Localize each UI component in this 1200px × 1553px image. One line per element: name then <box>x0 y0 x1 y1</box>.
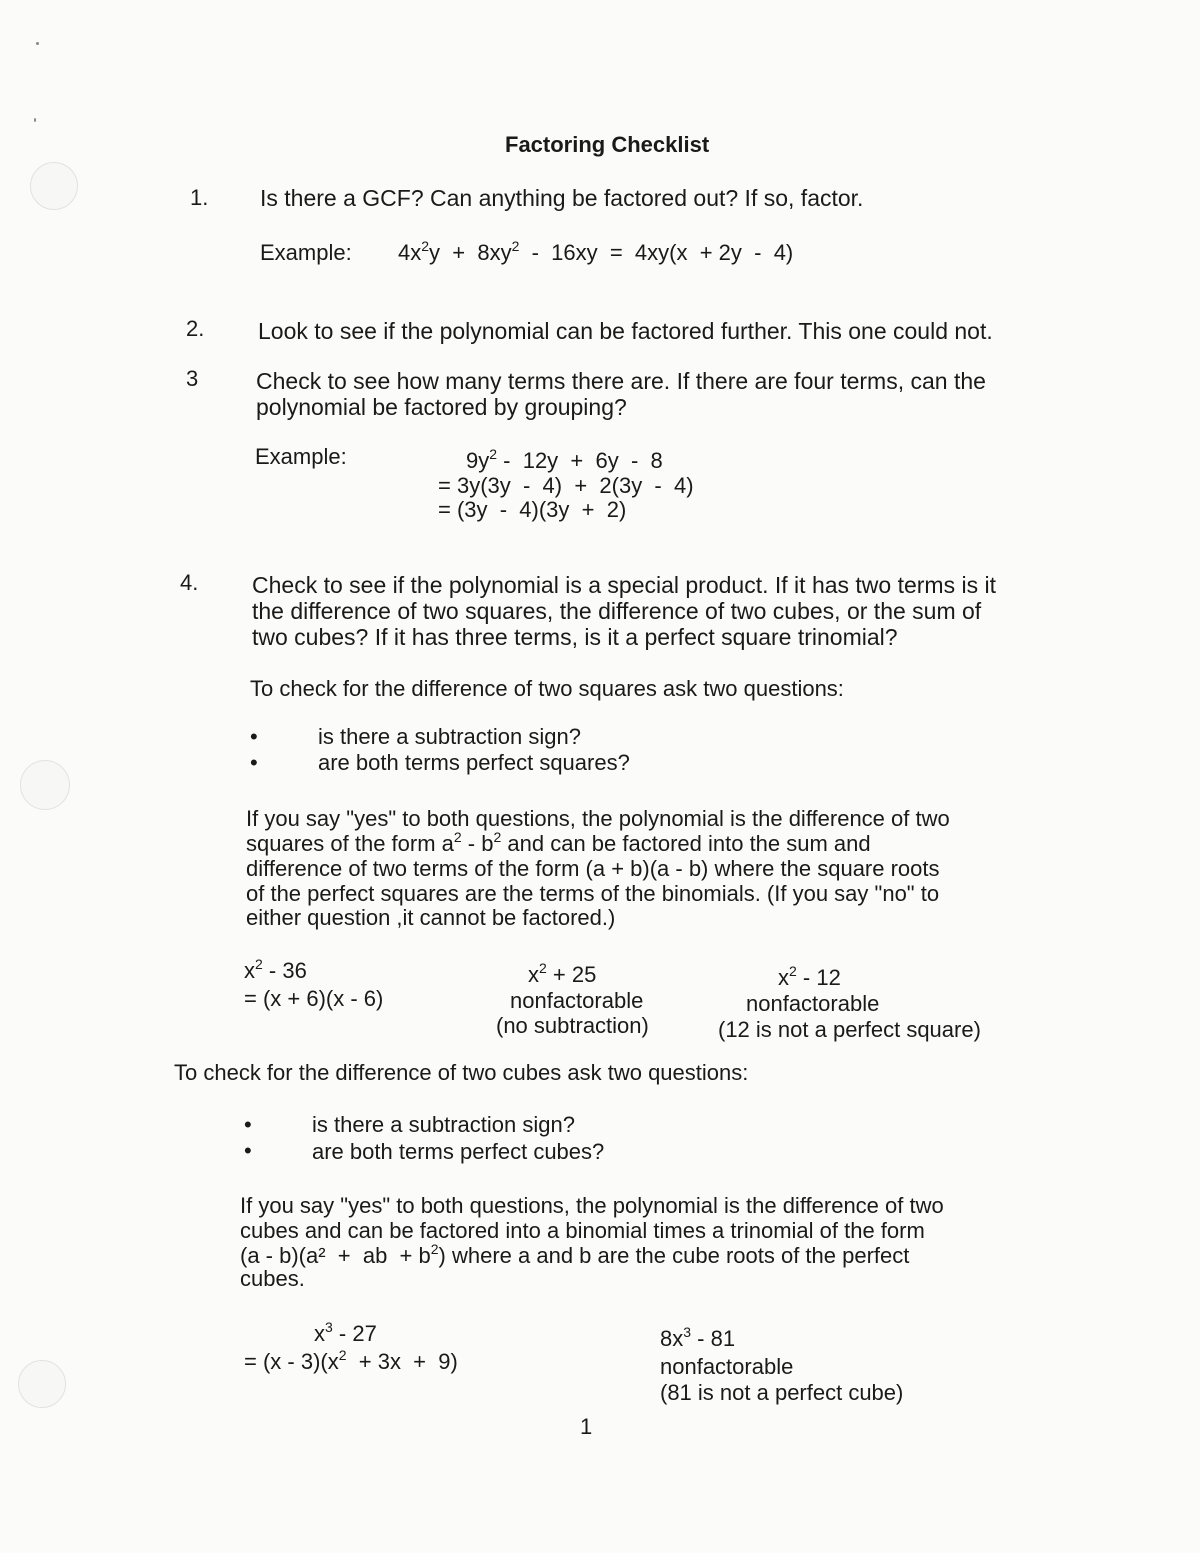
page-number: 1 <box>580 1414 593 1439</box>
binder-hole-top <box>30 162 78 210</box>
grouping-example-line: = (3y - 4)(3y + 2) <box>438 497 627 522</box>
gcf-example-equation: $4x^2y + 8xy^2 - 16xy = 4xy(x + 2y - 4)$ <box>398 238 794 265</box>
cubes-question: are both terms perfect cubes? <box>312 1139 605 1164</box>
squares-para-line: squares of the form $a^2 - b^2$ and can be factored into the sum and <box>246 829 871 856</box>
item-number: 3 <box>186 366 199 391</box>
squares-example-result: = (x + 6)(x - 6) <box>244 986 384 1011</box>
item-text-line: two cubes? If it has three terms, is it a perfect square trinomial? <box>252 624 898 650</box>
binder-hole-middle <box>20 760 70 810</box>
grouping-example-line: $9y^2 - 12y + 6y - 8$ <box>466 446 663 473</box>
cubes-para-line: cubes and can be factored into a binomial times a trinomial of the form <box>240 1218 925 1243</box>
cubes-para-line: cubes. <box>240 1266 305 1291</box>
cubes-example-result: nonfactorable <box>660 1354 794 1379</box>
bullet-icon: • <box>244 1112 252 1137</box>
binder-hole-bottom <box>18 1360 66 1408</box>
item-number: 1. <box>190 185 209 210</box>
item-text: Look to see if the polynomial can be factored further. This one could not. <box>258 318 993 344</box>
item-number: 2. <box>186 316 205 341</box>
squares-para-line: difference of two terms of the form (a + b)(a - b) where the square roots <box>246 856 940 881</box>
cubes-para-line: If you say "yes" to both questions, the polynomial is the difference of two <box>240 1193 944 1218</box>
squares-question: are both terms perfect squares? <box>318 750 630 775</box>
squares-example-problem: $x^2 - 36$ <box>244 956 307 983</box>
bullet-icon: • <box>250 750 258 775</box>
item-text-line: the difference of two squares, the difference of two cubes, or the sum of <box>252 598 982 624</box>
squares-example-reason: (no subtraction) <box>496 1013 649 1038</box>
cubes-example-reason: (81 is not a perfect cube) <box>660 1380 904 1405</box>
scan-speck <box>36 42 39 45</box>
squares-example-result: nonfactorable <box>510 988 644 1013</box>
cubes-example-problem: $8x^3 - 81$ <box>660 1324 736 1351</box>
page-title: Factoring Checklist <box>505 132 710 157</box>
item-text-line: Check to see how many terms there are. If there are four terms, can the <box>256 368 986 394</box>
item-number: 4. <box>180 570 199 595</box>
cubes-intro: To check for the difference of two cubes ask two questions: <box>174 1060 749 1085</box>
squares-intro: To check for the difference of two squares ask two questions: <box>250 676 844 701</box>
cubes-example-problem: $x^3 - 27$ <box>314 1319 377 1346</box>
cubes-para-line: (a - b)(a² + ab + $b^2$) where a and b are the cube roots of the perfect <box>240 1241 910 1268</box>
squares-example-problem: $x^2 - 12$ <box>778 963 841 990</box>
cubes-example-result: = $(x - 3)(x^2 + 3x + 9)$ <box>244 1347 458 1374</box>
squares-example-problem: $x^2 + 25$ <box>528 960 597 987</box>
item-text-line: Check to see if the polynomial is a special product. If it has two terms is it <box>252 572 996 598</box>
item-text: Is there a GCF? Can anything be factored out? If so, factor. <box>260 185 864 211</box>
cubes-question: is there a subtraction sign? <box>312 1112 575 1137</box>
squares-para-line: of the perfect squares are the terms of the binomials. (If you say "no" to <box>246 881 940 906</box>
example-label: Example: <box>255 444 347 469</box>
scan-speck <box>34 118 36 122</box>
bullet-icon: • <box>250 724 258 749</box>
squares-para-line: If you say "yes" to both questions, the polynomial is the difference of two <box>246 806 950 831</box>
bullet-icon: • <box>244 1138 252 1163</box>
squares-para-line: either question ,it cannot be factored.) <box>246 905 616 930</box>
grouping-example-line: = 3y(3y - 4) + 2(3y - 4) <box>438 473 694 498</box>
item-text-line: polynomial be factored by grouping? <box>256 394 627 420</box>
example-label: Example: <box>260 240 352 265</box>
squares-example-result: nonfactorable <box>746 991 880 1016</box>
squares-example-reason: (12 is not a perfect square) <box>718 1017 981 1042</box>
squares-question: is there a subtraction sign? <box>318 724 581 749</box>
